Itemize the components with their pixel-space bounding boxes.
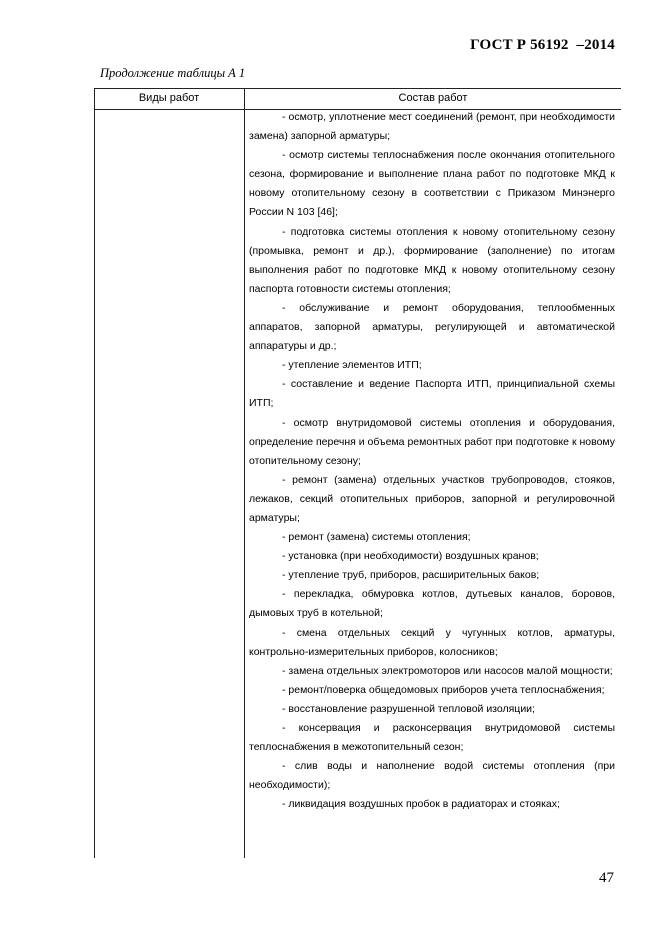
work-item: - установка (при необходимости) воздушных кранов;	[282, 550, 539, 563]
work-item: - слив воды и наполнение водой системы отопления (при необходимости);	[249, 760, 615, 792]
table-caption: Продолжение таблицы А 1	[100, 66, 246, 80]
work-item: - составление и ведение Паспорта ИТП, принципиальной схемы ИТП;	[249, 378, 615, 410]
work-composition-list	[249, 108, 615, 814]
work-item: - замена отдельных электромоторов или насосов малой мощности;	[282, 664, 613, 677]
column-header-work-composition: Состав работ	[398, 92, 468, 104]
work-item: - ремонт (замена) системы отопления;	[282, 531, 471, 544]
work-item: - осмотр, уплотнение мест соединений (ремонт, при необходимости замена) запорной арматуры;	[249, 111, 615, 143]
work-item: - консервация и расконсервация внутридомовой системы теплоснабжения в межотопительный сезон;	[249, 722, 615, 754]
work-item: - смена отдельных секций у чугунных котлов, арматуры, контрольно-измерительных приборов, колосников;	[249, 626, 615, 658]
work-item: - обслуживание и ремонт оборудования, теплообменных аппаратов, запорной арматуры, регулирующей и автоматической аппаратуры и др.;	[249, 301, 615, 353]
work-item: - ликвидация воздушных пробок в радиаторах и стояках;	[282, 798, 560, 811]
work-item: - подготовка системы отопления к новому отопительному сезону (промывка, ремонт и др.), формирование (заполнение) по итогам выполнения работ по подготовке МКД к новому отопительному сезону паспорта готовности системы отопления;	[249, 225, 615, 295]
work-item: - осмотр системы теплоснабжения после окончания отопительного сезона, формирование и выполнение плана работ по подготовке МКД к новому отопительному сезону в соответствии с Приказом Минэнерго России N 103 [46];	[249, 149, 615, 219]
column-divider	[244, 88, 245, 858]
work-item: - восстановление разрушенной тепловой изоляции;	[282, 702, 535, 715]
work-item: - осмотр внутридомовой системы отопления и оборудования, определение перечня и объема ремонтных работ при подготовке к новому отопительному сезону;	[249, 416, 615, 467]
work-item: - утепление труб, приборов, расширительных баков;	[282, 569, 540, 582]
document-header: ГОСТ Р 56192 –2014	[470, 37, 615, 53]
work-item: - ремонт (замена) отдельных участков трубопроводов, стояков, лежаков, секций отопительных приборов, запорной и регулировочной арматуры;	[249, 473, 615, 524]
column-header-work-types: Виды работ	[138, 92, 200, 104]
page-number: 47	[599, 870, 614, 886]
work-item: - перекладка, обмуровка котлов, дутьевых каналов, боровов, дымовых труб в котельной;	[249, 588, 615, 620]
table-left-border	[94, 88, 95, 858]
work-item: - ремонт/поверка общедомовых приборов учета теплоснабжения;	[282, 683, 605, 696]
work-item: - утепление элементов ИТП;	[282, 359, 422, 372]
